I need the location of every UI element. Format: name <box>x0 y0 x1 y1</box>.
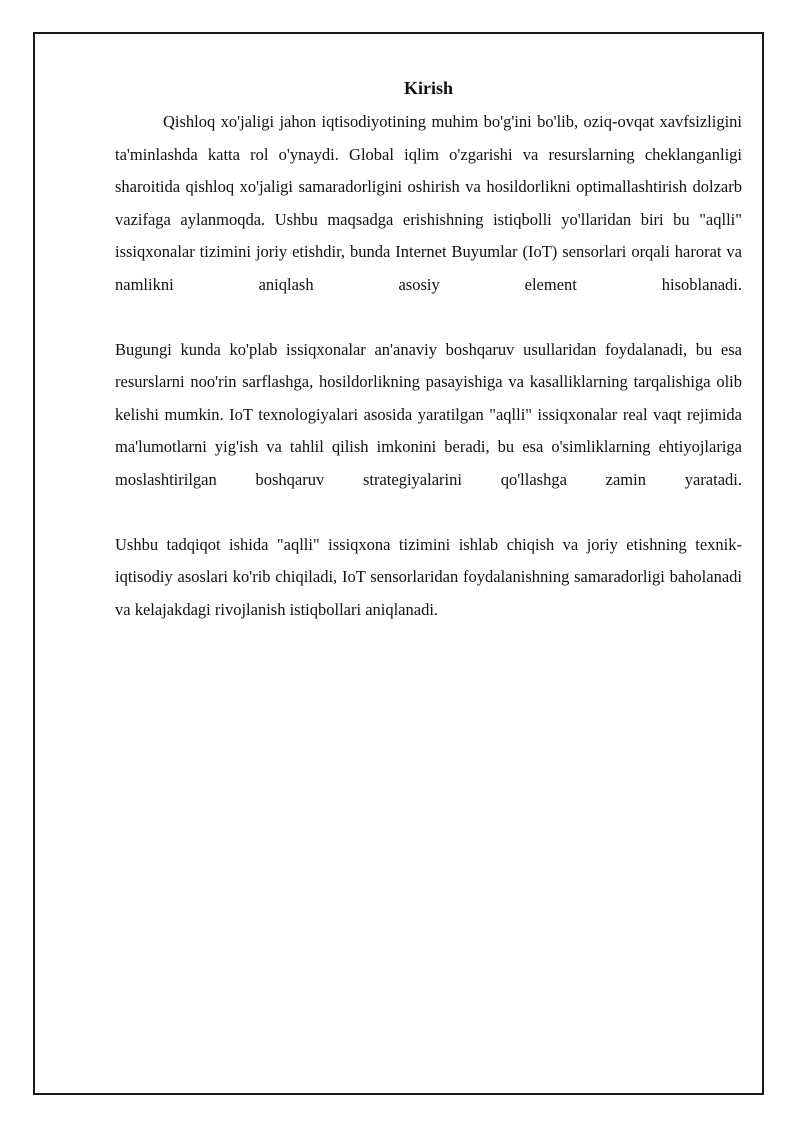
document-title: Kirish <box>403 78 453 98</box>
paragraph-problem: Bugungi kunda ko'plab issiqxonalar an'anaviy boshqaruv usullaridan foydalanadi, bu esa resurslarni noo'rin sarflashga, hosildorlikning pasayishiga va kasalliklarning tarqalishiga olib kelishi mumkin. IoT texnologiyalari asosida yaratilgan "aqlli" issiqxonalar real vaqt rejimida ma'lumotlarni yig'ish va tahlil qilish imkonini beradi, bu esa o'simliklarning ehtiyojlariga moslashtirilgan boshqaruv strategiyalarini qo'llashga zamin yaratadi. <box>115 339 742 489</box>
paragraph-intro: Qishloq xo'jaligi jahon iqtisodiyotining muhim bo'g'ini bo'lib, oziq-ovqat xavfsizligini ta'minlashda katta rol o'ynaydi. Global iqlim o'zgarishi va resurslarning cheklanganligi sharoitida qishloq xo'jaligi samaradorligini oshirish va hosildorlikni optimallashtirish dolzarb vazifaga aylanmoqda. Ushbu maqsadga erishishning istiqbolli yo'llaridan biri bu "aqlli" issiqxonalar tizimini joriy etishdir, bunda Internet Buyumlar (IoT) sensorlari orqali harorat va namlikni aniqlash asosiy element hisoblanadi. <box>115 112 742 294</box>
document-body <box>115 74 742 626</box>
paragraph-spacer <box>115 301 742 334</box>
paragraph-spacer <box>115 496 742 529</box>
paragraph-research-aim: Ushbu tadqiqot ishida "aqlli" issiqxona tizimini ishlab chiqish va joriy etishning texnik-iqtisodiy asoslari ko'rib chiqiladi, IoT sensorlaridan foydalanishning samaradorligi baholanadi va kelajakdagi rivojlanish istiqbollari aniqlanadi. <box>115 534 742 619</box>
